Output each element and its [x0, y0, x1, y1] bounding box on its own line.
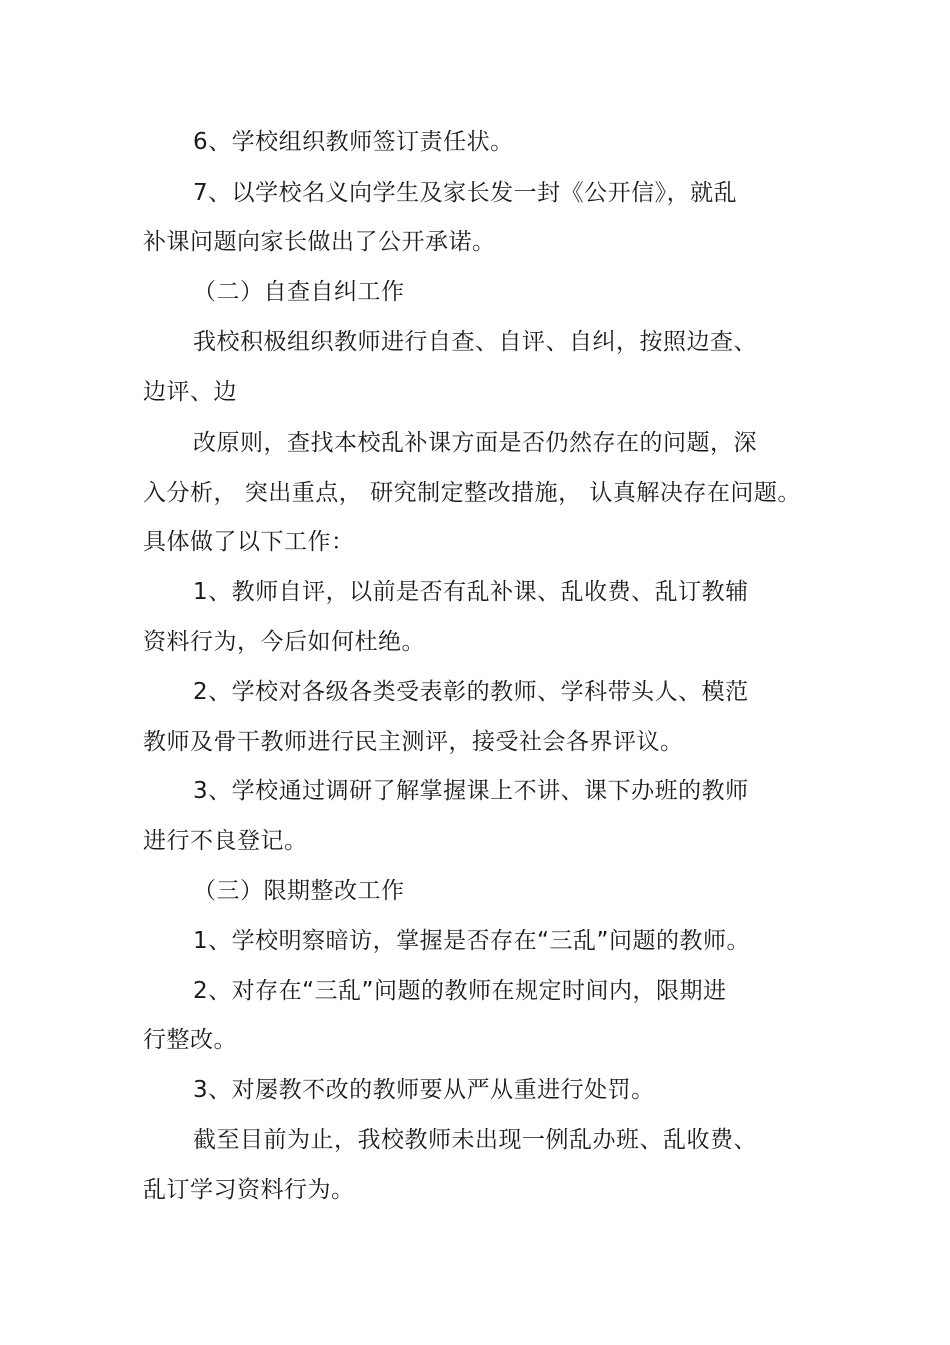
section-heading-rectification: （三）限期整改工作	[193, 878, 405, 904]
paragraph-self-check: 我校积极组织教师进行自查、自评、自纠，按照边查、	[193, 329, 757, 355]
conclusion-paragraph: 截至目前为止，我校教师未出现一例乱办班、乱收费、	[193, 1127, 757, 1153]
paragraph-principle-cont-2: 具体做了以下工作：	[143, 529, 355, 555]
item-3-text-cont: 进行不良登记。	[143, 828, 308, 854]
paragraph-principle: 改原则，查找本校乱补课方面是否仍然存在的问题，深	[193, 430, 757, 456]
section-heading-self-check: （二）自查自纠工作	[193, 279, 405, 305]
item-6-text: 6、学校组织教师签订责任状。	[193, 129, 514, 155]
rectify-item-2-text-cont: 行整改。	[143, 1027, 237, 1053]
item-2-text: 2、学校对各级各类受表彰的教师、学科带头人、模范	[193, 679, 749, 705]
item-3-text: 3、学校通过调研了解掌握课上不讲、课下办班的教师	[193, 778, 749, 804]
item-1-text: 1、教师自评，以前是否有乱补课、乱收费、乱订教辅	[193, 579, 749, 605]
paragraph-self-check-cont: 边评、边	[143, 379, 237, 405]
rectify-item-1-text: 1、学校明察暗访，掌握是否存在“三乱”问题的教师。	[193, 928, 750, 954]
rectify-item-3-text: 3、对屡教不改的教师要从严从重进行处罚。	[193, 1077, 655, 1103]
item-2-text-cont: 教师及骨干教师进行民主测评，接受社会各界评议。	[143, 729, 684, 755]
paragraph-principle-cont: 入分析， 突出重点， 研究制定整改措施， 认真解决存在问题。	[143, 480, 801, 506]
conclusion-paragraph-cont: 乱订学习资料行为。	[143, 1177, 355, 1203]
item-7-text: 7、以学校名义向学生及家长发一封《公开信》，就乱	[193, 180, 738, 206]
item-7-text-cont: 补课问题向家长做出了公开承诺。	[143, 229, 496, 255]
rectify-item-2-text: 2、对存在“三乱”问题的教师在规定时间内，限期进	[193, 978, 727, 1004]
item-1-text-cont: 资料行为，今后如何杜绝。	[143, 629, 425, 655]
